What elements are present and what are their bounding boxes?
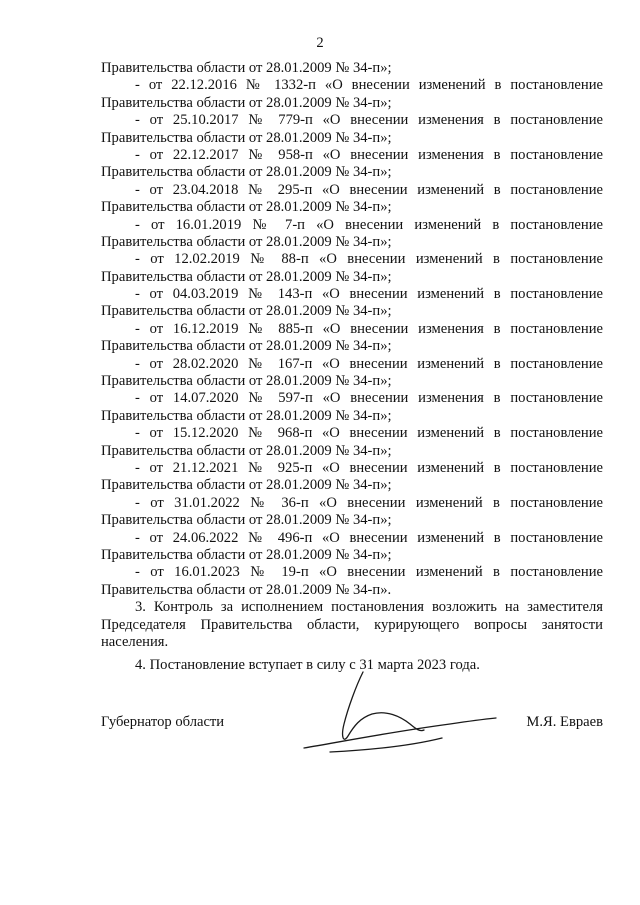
amendment-continuation-line: Правительства области от 28.01.2009 № 34-п»;	[101, 268, 392, 285]
amendment-entry-line: - от 12.02.2019 № 88-п «О внесении изменений в постановление	[135, 251, 603, 268]
amendment-continuation-line: Правительства области от 28.01.2009 № 34-п»;	[101, 512, 392, 529]
amendment-entry-line: - от 14.07.2020 № 597-п «О внесении изменения в постановление	[135, 390, 603, 407]
amendment-continuation-line: Правительства области от 28.01.2009 № 34-п»;	[101, 60, 392, 76]
amendment-continuation-line: Правительства области от 28.01.2009 № 34-п».	[101, 581, 392, 598]
amendment-entry-line: - от 22.12.2016 № 1332-п «О внесении изменений в постановление	[135, 77, 603, 94]
paragraph-control-line: Председателя Правительства области, курирующего вопросы занятости	[101, 616, 603, 633]
amendment-entry-line: - от 23.04.2018 № 295-п «О внесении изменений в постановление	[135, 181, 603, 198]
amendment-entry-line: - от 24.06.2022 № 496-п «О внесении изменений в постановление	[135, 529, 603, 546]
amendment-entry-line: - от 16.12.2019 № 885-п «О внесении изменения в постановление	[135, 320, 603, 337]
amendment-continuation-line: Правительства области от 28.01.2009 № 34-п»;	[101, 94, 392, 111]
amendment-continuation-line: Правительства области от 28.01.2009 № 34-п»;	[101, 199, 392, 216]
amendment-continuation-line: Правительства области от 28.01.2009 № 34-п»;	[101, 129, 392, 146]
signer-title: Губернатор области	[101, 714, 225, 730]
signer-name: М.Я. Евраев	[526, 714, 603, 730]
amendment-continuation-line: Правительства области от 28.01.2009 № 34-п»;	[101, 164, 392, 181]
amendment-list	[101, 60, 603, 599]
paragraph-control	[101, 599, 603, 651]
amendment-continuation-line: Правительства области от 28.01.2009 № 34-п»;	[101, 442, 392, 459]
amendment-continuation-line: Правительства области от 28.01.2009 № 34-п»;	[101, 407, 392, 424]
amendment-entry-line: - от 25.10.2017 № 779-п «О внесении изменения в постановление	[135, 112, 603, 129]
amendment-continuation-line: Правительства области от 28.01.2009 № 34-п»;	[101, 338, 392, 355]
amendment-continuation-line: Правительства области от 28.01.2009 № 34-п»;	[101, 477, 392, 494]
amendment-entry-line: - от 22.12.2017 № 958-п «О внесении изменения в постановление	[135, 146, 603, 163]
amendment-entry-line: - от 04.03.2019 № 143-п «О внесении изменений в постановление	[135, 286, 603, 303]
page-number: 2	[316, 35, 324, 51]
amendment-continuation-line: Правительства области от 28.01.2009 № 34-п»;	[101, 233, 392, 250]
amendment-continuation-line: Правительства области от 28.01.2009 № 34-п»;	[101, 373, 392, 390]
amendment-entry-line: - от 21.12.2021 № 925-п «О внесении изменений в постановление	[135, 459, 603, 476]
amendment-continuation-line: Правительства области от 28.01.2009 № 34-п»;	[101, 546, 392, 563]
paragraph-control-line: 3. Контроль за исполнением постановления возложить на заместителя	[135, 599, 603, 616]
amendment-entry-line: - от 31.01.2022 № 36-п «О внесении изменений в постановление	[135, 494, 603, 511]
paragraph-effective-date: 4. Постановление вступает в силу с 31 марта 2023 года.	[135, 657, 480, 674]
document-body	[101, 60, 603, 675]
amendment-entry-line: - от 15.12.2020 № 968-п «О внесении изменений в постановление	[135, 425, 603, 442]
signature-block	[101, 712, 603, 732]
amendment-entry-line: - от 28.02.2020 № 167-п «О внесении изменений в постановление	[135, 355, 603, 372]
amendment-continuation-line: Правительства области от 28.01.2009 № 34-п»;	[101, 303, 392, 320]
amendment-entry-line: - от 16.01.2023 № 19-п «О внесении изменений в постановление	[135, 564, 603, 581]
amendment-entry-line: - от 16.01.2019 № 7-п «О внесении изменений в постановление	[135, 216, 603, 233]
paragraph-control-line: населения.	[101, 633, 169, 650]
